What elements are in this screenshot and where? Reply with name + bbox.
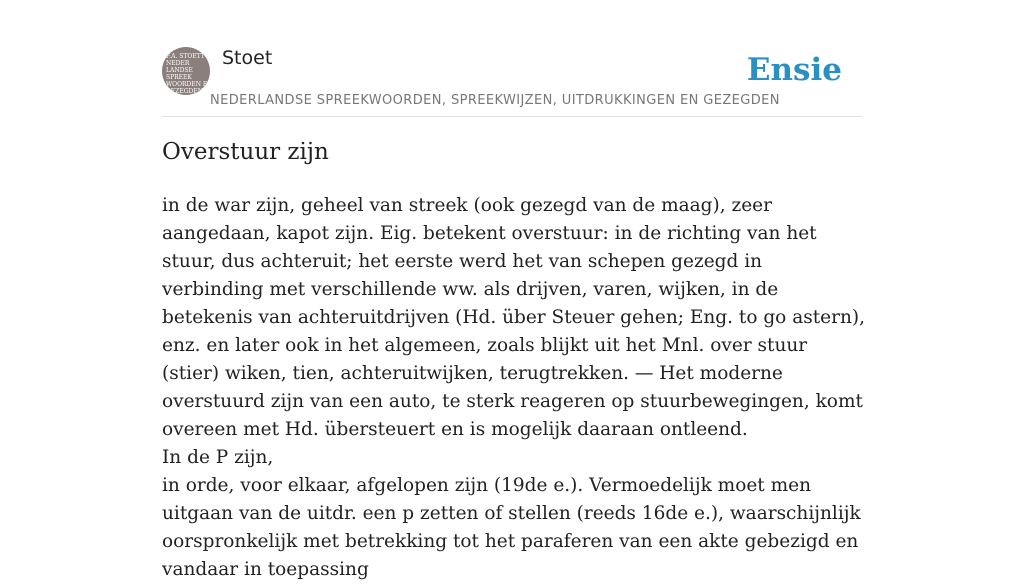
- avatar-text-line: WOORDEN EN: [166, 81, 213, 88]
- ensie-logo[interactable]: Ensie: [746, 52, 842, 88]
- source-subtitle: NEDERLANDSE SPREEKWOORDEN, SPREEKWIJZEN, UITDRUKKINGEN EN GEZEGDEN: [210, 93, 780, 108]
- entry-subheading: In de P zijn,: [162, 447, 274, 468]
- avatar-text-line: NEDER: [166, 60, 190, 67]
- entry-title: Overstuur zijn: [162, 139, 329, 165]
- avatar-text-line: LANDSE: [166, 67, 193, 74]
- header: [162, 40, 862, 117]
- avatar-text-line: SPREEK: [166, 74, 192, 81]
- entry-paragraph: in orde, voor elkaar, afgelopen zijn (19de e.). Vermoedelijk moet men uitgaan van de uitdr. een p zetten of stellen (reeds 16de e.), waarschijnlijk oorspronkelijk met betrekking tot het paraferen van een akte gebezigd en vandaar in toepassing: [162, 475, 861, 580]
- avatar-text-line: F.A. STOETT: [166, 53, 205, 60]
- avatar-text-line: GEZEGDEN: [166, 88, 203, 95]
- entry-paragraph: in de war zijn, geheel van streek (ook gezegd van de maag), zeer aangedaan, kapot zijn. Eig. betekent overstuur: in de richting van het stuur, dus achteruit; het eerste werd het van schepen gezegd in verbinding met verschillende ww. als drijven, varen, wijken, in de betekenis van achteruitdrijven (Hd. über Steuer gehen; Eng. to go astern), enz. en later ook in het algemeen, zoals blijkt uit het Mnl. over stuur (stier) wiken, tien, achteruitwijken, terugtrekken. — Het moderne overstuurd zijn van een auto, te sterk reageren op stuurbewegingen, komt overeen met Hd. übersteuert en is mogelijk daaraan ontleend.: [162, 195, 865, 440]
- entry-body: [162, 192, 868, 584]
- author-avatar[interactable]: [162, 47, 213, 95]
- author-name[interactable]: Stoet: [222, 47, 273, 69]
